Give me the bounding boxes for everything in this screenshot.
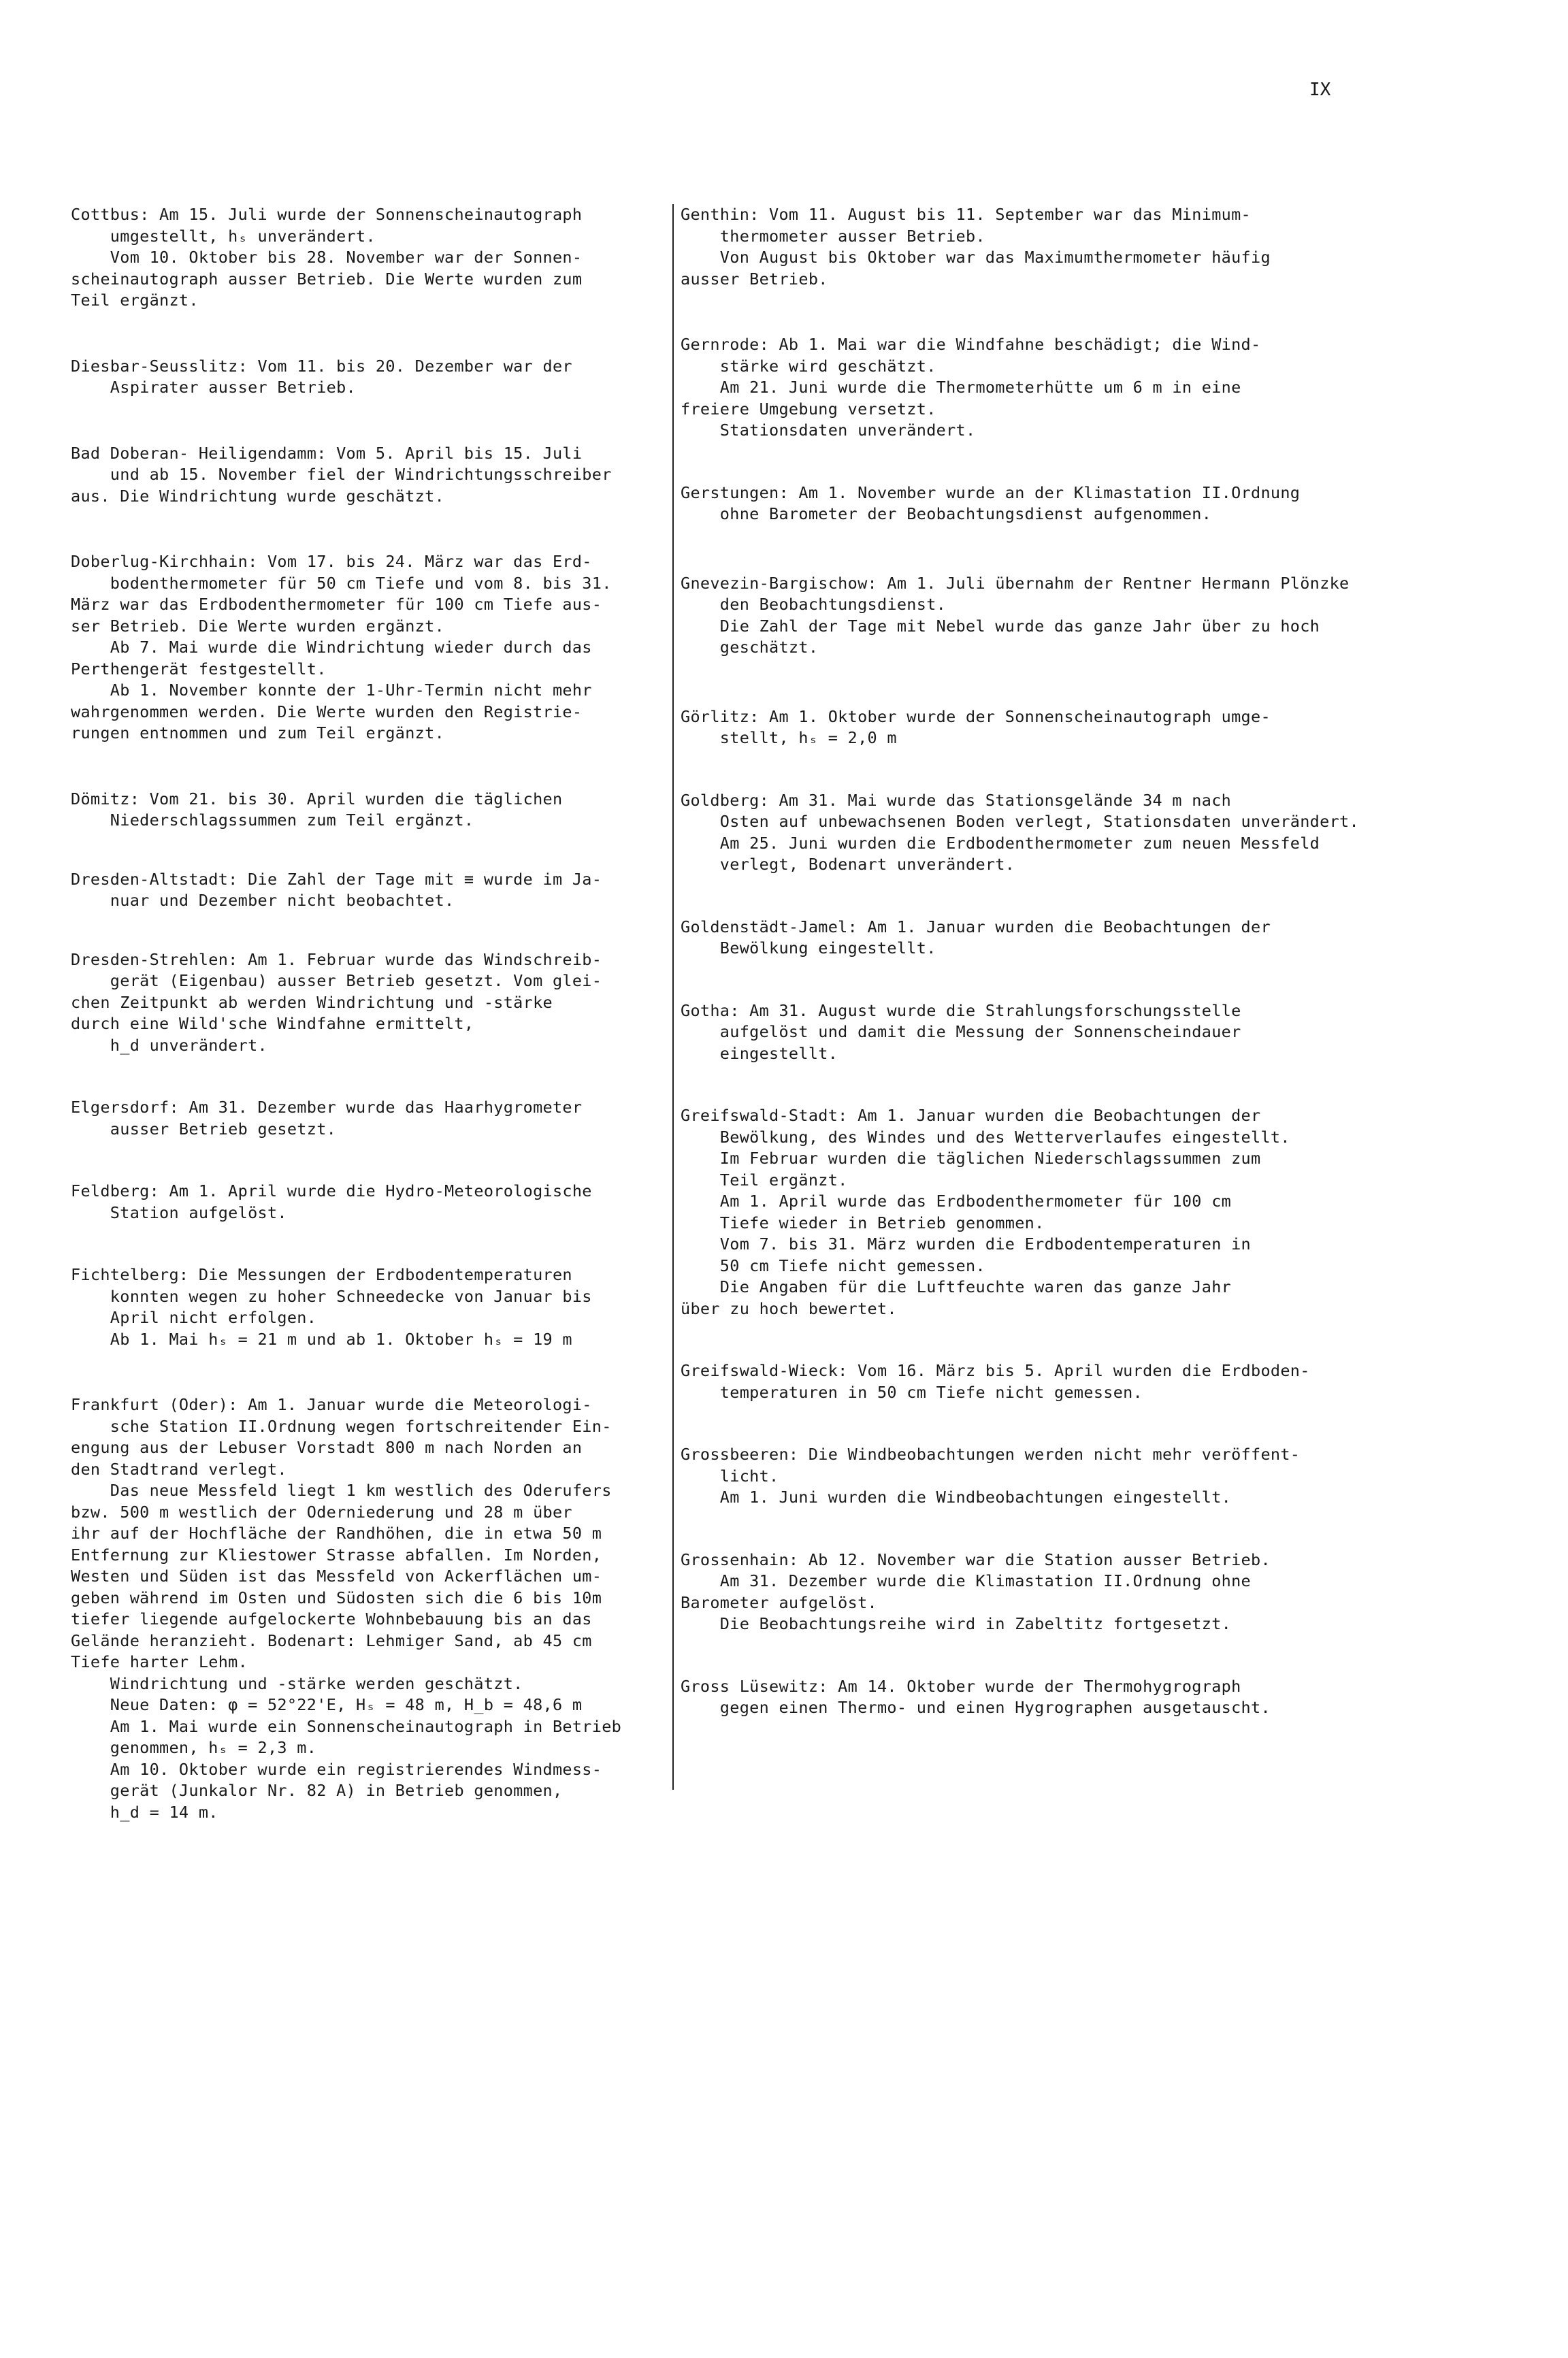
entry-text-line: stellt, hₛ = 2,0 m: [681, 728, 897, 747]
station-heading-line: Diesbar-Seusslitz: Vom 11. bis 20. Dezember war der: [71, 356, 572, 376]
entry-text-line: durch eine Wild'sche Windfahne ermittelt,: [71, 1014, 474, 1033]
entry-text-line: licht.: [681, 1466, 779, 1486]
station-heading-line: Frankfurt (Oder): Am 1. Januar wurde die Meteorologi-: [71, 1395, 592, 1414]
station-entry: [71, 1394, 670, 1823]
entry-text-line: geschätzt.: [681, 638, 819, 657]
station-entry: [681, 204, 1450, 290]
entry-text-line: Das neue Messfeld liegt 1 km westlich des Oderufers: [71, 1481, 612, 1500]
entry-text-line: bodenthermometer für 50 cm Tiefe und vom 8. bis 31.: [71, 573, 612, 593]
entry-text-line: Von August bis Oktober war das Maximumthermometer häufig: [681, 248, 1271, 267]
entry-text-line: Tiefe harter Lehm.: [71, 1652, 248, 1671]
entry-text-line: sche Station II.Ordnung wegen fortschreitender Ein-: [71, 1416, 612, 1436]
entry-text-line: thermometer ausser Betrieb.: [681, 226, 985, 246]
entry-text-line: genommen, hₛ = 2,3 m.: [71, 1738, 317, 1757]
entry-text-line: Niederschlagssummen zum Teil ergänzt.: [71, 810, 474, 830]
entry-text-line: Am 10. Oktober wurde ein registrierendes Windmess-: [71, 1759, 602, 1779]
entry-text-line: aus. Die Windrichtung wurde geschätzt.: [71, 486, 445, 506]
column-divider: [672, 204, 674, 1790]
station-entry: [681, 917, 1450, 960]
station-heading-line: Greifswald-Wieck: Vom 16. März bis 5. April wurden die Erdboden-: [681, 1361, 1310, 1380]
station-heading-line: Grossbeeren: Die Windbeobachtungen werden nicht mehr veröffent-: [681, 1445, 1301, 1464]
entry-text-line: rungen entnommen und zum Teil ergänzt.: [71, 723, 445, 742]
station-entry: [681, 790, 1450, 876]
station-heading-line: Bad Doberan- Heiligendamm: Vom 5. April bis 15. Juli: [71, 443, 583, 463]
station-entry: [71, 204, 670, 312]
entry-text-line: Ab 1. November konnte der 1-Uhr-Termin nicht mehr: [71, 681, 592, 700]
page-number: IX: [1309, 80, 1331, 100]
station-heading-line: Gerstungen: Am 1. November wurde an der Klimastation II.Ordnung: [681, 482, 1301, 502]
station-heading-line: Fichtelberg: Die Messungen der Erdbodentemperaturen: [71, 1265, 572, 1284]
station-entry: [681, 1550, 1450, 1635]
station-heading-line: Goldenstädt-Jamel: Am 1. Januar wurden die Beobachtungen der: [681, 917, 1271, 936]
entry-text-line: Am 1. April wurde das Erdbodenthermometer für 100 cm: [681, 1192, 1232, 1211]
entry-text-line: ser Betrieb. Die Werte wurden ergänzt.: [71, 616, 445, 636]
entry-text-line: Am 21. Juni wurde die Thermometerhütte um 6 m in eine: [681, 378, 1241, 397]
station-heading-line: Doberlug-Kirchhain: Vom 17. bis 24. März war das Erd-: [71, 552, 592, 571]
entry-text-line: verlegt, Bodenart unverändert.: [681, 855, 1015, 874]
station-heading-line: Feldberg: Am 1. April wurde die Hydro-Meteorologische: [71, 1181, 592, 1200]
entry-text-line: 50 cm Tiefe nicht gemessen.: [681, 1256, 985, 1275]
entry-text-line: März war das Erdbodenthermometer für 100 cm Tiefe aus-: [71, 595, 602, 614]
entry-text-line: Am 1. Juni wurden die Windbeobachtungen eingestellt.: [681, 1488, 1232, 1507]
station-entry: [681, 1105, 1450, 1320]
entry-text-line: temperaturen in 50 cm Tiefe nicht gemessen.: [681, 1382, 1143, 1402]
station-entry: [681, 573, 1450, 659]
entry-text-line: Station aufgelöst.: [71, 1202, 287, 1222]
entry-text-line: Aspirater ausser Betrieb.: [71, 378, 356, 397]
station-heading-line: Grossenhain: Ab 12. November war die Station ausser Betrieb.: [681, 1550, 1271, 1569]
entry-text-line: Windrichtung und -stärke werden geschätzt.: [71, 1673, 523, 1693]
station-entry: [71, 443, 670, 508]
entry-text-line: engung aus der Lebuser Vorstadt 800 m nach Norden an: [71, 1438, 583, 1457]
station-entry: [71, 869, 670, 912]
station-heading-line: Goldberg: Am 31. Mai wurde das Stationsgelände 34 m nach: [681, 790, 1232, 810]
entry-text-line: ausser Betrieb gesetzt.: [71, 1119, 337, 1139]
entry-text-line: gerät (Eigenbau) ausser Betrieb gesetzt. Vom glei-: [71, 971, 602, 990]
entry-text-line: Am 1. Mai wurde ein Sonnenscheinautograph in Betrieb: [71, 1716, 622, 1736]
station-heading-line: Gernrode: Ab 1. Mai war die Windfahne beschädigt; die Wind-: [681, 335, 1261, 354]
entry-text-line: und ab 15. November fiel der Windrichtungsschreiber: [71, 465, 612, 484]
station-entry: [681, 334, 1450, 442]
entry-text-line: Ab 7. Mai wurde die Windrichtung wieder durch das: [71, 638, 592, 657]
station-heading-line: Dresden-Strehlen: Am 1. Februar wurde das Windschreib-: [71, 949, 602, 969]
entry-text-line: Die Angaben für die Luftfeuchte waren das ganze Jahr: [681, 1277, 1232, 1296]
entry-text-line: Entfernung zur Kliestower Strasse abfallen. Im Norden,: [71, 1545, 602, 1565]
right-column: [681, 204, 1450, 1719]
station-heading-line: Genthin: Vom 11. August bis 11. September war das Minimum-: [681, 205, 1251, 224]
station-entry: [71, 1264, 670, 1350]
entry-text-line: Am 31. Dezember wurde die Klimastation II.Ordnung ohne: [681, 1571, 1251, 1590]
entry-text-line: ihr auf der Hochfläche der Randhöhen, die in etwa 50 m: [71, 1524, 602, 1543]
station-entry: [681, 1676, 1450, 1719]
entry-text-line: aufgelöst und damit die Messung der Sonnenscheindauer: [681, 1022, 1241, 1041]
entry-text-line: April nicht erfolgen.: [71, 1308, 317, 1327]
station-heading-line: Gotha: Am 31. August wurde die Strahlungsforschungsstelle: [681, 1000, 1241, 1020]
entry-text-line: h_d = 14 m.: [71, 1802, 218, 1822]
entry-text-line: ohne Barometer der Beobachtungsdienst aufgenommen.: [681, 504, 1212, 523]
entry-text-line: Gelände heranzieht. Bodenart: Lehmiger Sand, ab 45 cm: [71, 1631, 592, 1650]
entry-text-line: konnten wegen zu hoher Schneedecke von Januar bis: [71, 1286, 592, 1306]
station-entry: [681, 1000, 1450, 1065]
entry-text-line: Vom 10. Oktober bis 28. November war der Sonnen-: [71, 248, 583, 267]
station-heading-line: Gnevezin-Bargischow: Am 1. Juli übernahm der Rentner Hermann Plönzke: [681, 573, 1350, 593]
entry-text-line: Am 25. Juni wurden die Erdbodenthermometer zum neuen Messfeld: [681, 833, 1320, 853]
entry-text-line: Westen und Süden ist das Messfeld von Ackerflächen um-: [71, 1567, 602, 1586]
entry-text-line: gegen einen Thermo- und einen Hygrographen ausgetauscht.: [681, 1698, 1271, 1717]
entry-text-line: Ab 1. Mai hₛ = 21 m und ab 1. Oktober hₛ = 19 m: [71, 1329, 572, 1349]
station-entry: [71, 356, 670, 399]
entry-text-line: gerät (Junkalor Nr. 82 A) in Betrieb genommen,: [71, 1781, 563, 1800]
entry-text-line: ausser Betrieb.: [681, 269, 828, 289]
station-entry: [71, 1097, 670, 1140]
station-heading-line: Gross Lüsewitz: Am 14. Oktober wurde der Thermohygrograph: [681, 1676, 1241, 1696]
entry-text-line: chen Zeitpunkt ab werden Windrichtung und -stärke: [71, 992, 553, 1012]
entry-text-line: Osten auf unbewachsenen Boden verlegt, Stationsdaten unverändert.: [681, 812, 1359, 831]
entry-text-line: nuar und Dezember nicht beobachtet.: [71, 891, 455, 910]
entry-text-line: bzw. 500 m westlich der Oderniederung und 28 m über: [71, 1502, 572, 1522]
entry-text-line: Bewölkung eingestellt.: [681, 938, 936, 957]
entry-text-line: stärke wird geschätzt.: [681, 356, 936, 376]
entry-text-line: Vom 7. bis 31. März wurden die Erdbodentemperaturen in: [681, 1234, 1251, 1254]
entry-text-line: Teil ergänzt.: [681, 1170, 848, 1190]
station-entry: [681, 482, 1450, 525]
entry-text-line: Teil ergänzt.: [71, 291, 199, 310]
station-heading-line: Elgersdorf: Am 31. Dezember wurde das Haarhygrometer: [71, 1098, 583, 1117]
entry-text-line: geben während im Osten und Südosten sich die 6 bis 10m: [71, 1588, 602, 1607]
entry-text-line: Stationsdaten unverändert.: [681, 421, 976, 440]
station-entry: [681, 1444, 1450, 1509]
station-entry: [71, 789, 670, 832]
left-column: [71, 204, 670, 1823]
station-heading-line: Görlitz: Am 1. Oktober wurde der Sonnenscheinautograph umge-: [681, 706, 1271, 726]
entry-text-line: h_d unverändert.: [71, 1035, 267, 1055]
entry-text-line: Die Beobachtungsreihe wird in Zabeltitz fortgesetzt.: [681, 1614, 1232, 1633]
station-heading-line: Greifswald-Stadt: Am 1. Januar wurden die Beobachtungen der: [681, 1106, 1261, 1125]
entry-text-line: Barometer aufgelöst.: [681, 1592, 877, 1612]
entry-text-line: Tiefe wieder in Betrieb genommen.: [681, 1213, 1045, 1232]
station-heading-line: Cottbus: Am 15. Juli wurde der Sonnenscheinautograph: [71, 205, 583, 224]
entry-text-line: Neue Daten: φ = 52°22'E, Hₛ = 48 m, H_b = 48,6 m: [71, 1695, 583, 1714]
station-entry: [71, 1181, 670, 1224]
entry-text-line: den Stadtrand verlegt.: [71, 1459, 287, 1479]
station-entry: [681, 1360, 1450, 1403]
entry-text-line: eingestellt.: [681, 1043, 838, 1063]
entry-text-line: Die Zahl der Tage mit Nebel wurde das ganze Jahr über zu hoch: [681, 616, 1320, 636]
entry-text-line: wahrgenommen werden. Die Werte wurden den Registrie-: [71, 702, 583, 721]
entry-text-line: den Beobachtungsdienst.: [681, 595, 947, 614]
station-entry: [71, 949, 670, 1057]
entry-text-line: Im Februar wurden die täglichen Niederschlagssummen zum: [681, 1149, 1261, 1168]
entry-text-line: Bewölkung, des Windes und des Wetterverlaufes eingestellt.: [681, 1127, 1290, 1147]
entry-text-line: über zu hoch bewertet.: [681, 1298, 897, 1318]
station-heading-line: Dömitz: Vom 21. bis 30. April wurden die täglichen: [71, 789, 563, 808]
entry-text-line: umgestellt, hₛ unverändert.: [71, 226, 376, 246]
entry-text-line: Perthengerät festgestellt.: [71, 659, 327, 678]
entry-text-line: scheinautograph ausser Betrieb. Die Werte wurden zum: [71, 269, 583, 289]
station-entry: [681, 706, 1450, 749]
entry-text-line: tiefer liegende aufgelockerte Wohnbebauung bis an das: [71, 1609, 592, 1628]
station-entry: [71, 551, 670, 744]
station-heading-line: Dresden-Altstadt: Die Zahl der Tage mit ≡ wurde im Ja-: [71, 869, 602, 889]
entry-text-line: freiere Umgebung versetzt.: [681, 399, 936, 419]
